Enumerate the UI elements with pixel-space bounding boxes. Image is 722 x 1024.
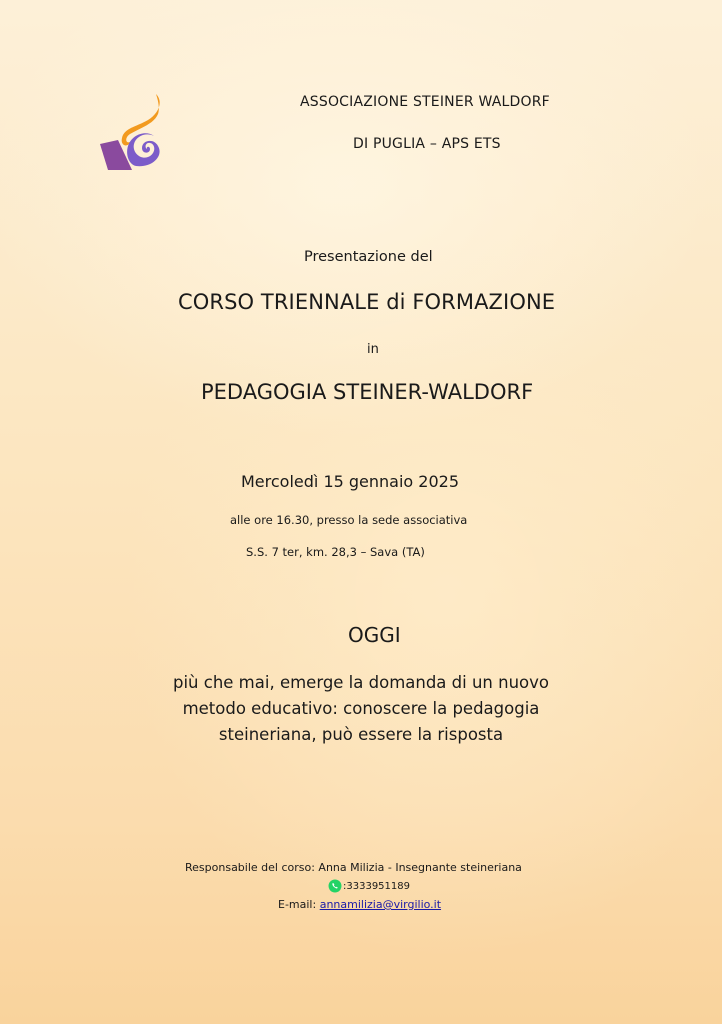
email-row — [278, 898, 441, 911]
phone-row — [328, 879, 410, 893]
association-name-line2: DI PUGLIA – APS ETS — [353, 136, 501, 152]
whatsapp-icon — [328, 879, 342, 893]
message-heading: OGGI — [348, 623, 401, 647]
event-address: S.S. 7 ter, km. 28,3 – Sava (TA) — [246, 545, 425, 559]
course-title: CORSO TRIENNALE di FORMAZIONE — [178, 290, 556, 314]
event-date: Mercoledì 15 gennaio 2025 — [241, 472, 460, 491]
association-logo — [98, 92, 166, 172]
logo-spiral-shape — [127, 133, 159, 166]
logo-flame-shape — [122, 94, 160, 145]
association-name-line1: ASSOCIAZIONE STEINER WALDORF — [300, 94, 550, 110]
course-responsible: Responsabile del corso: Anna Milizia - Insegnante steineriana — [185, 861, 522, 874]
event-time-place: alle ore 16.30, presso la sede associativa — [230, 513, 468, 527]
email-link[interactable]: annamilizia@virgilio.it — [319, 898, 442, 911]
course-subject: PEDAGOGIA STEINER-WALDORF — [201, 380, 534, 404]
email-label: E-mail: — [278, 898, 320, 911]
presentation-intro: Presentazione del — [304, 249, 433, 265]
message-body: più che mai, emerge la domanda di un nuovo metodo educativo: conoscere la pedagogia steineriana, può essere la risposta — [173, 673, 549, 744]
phone-number: :3333951189 — [343, 880, 410, 892]
course-connector: in — [367, 342, 379, 357]
